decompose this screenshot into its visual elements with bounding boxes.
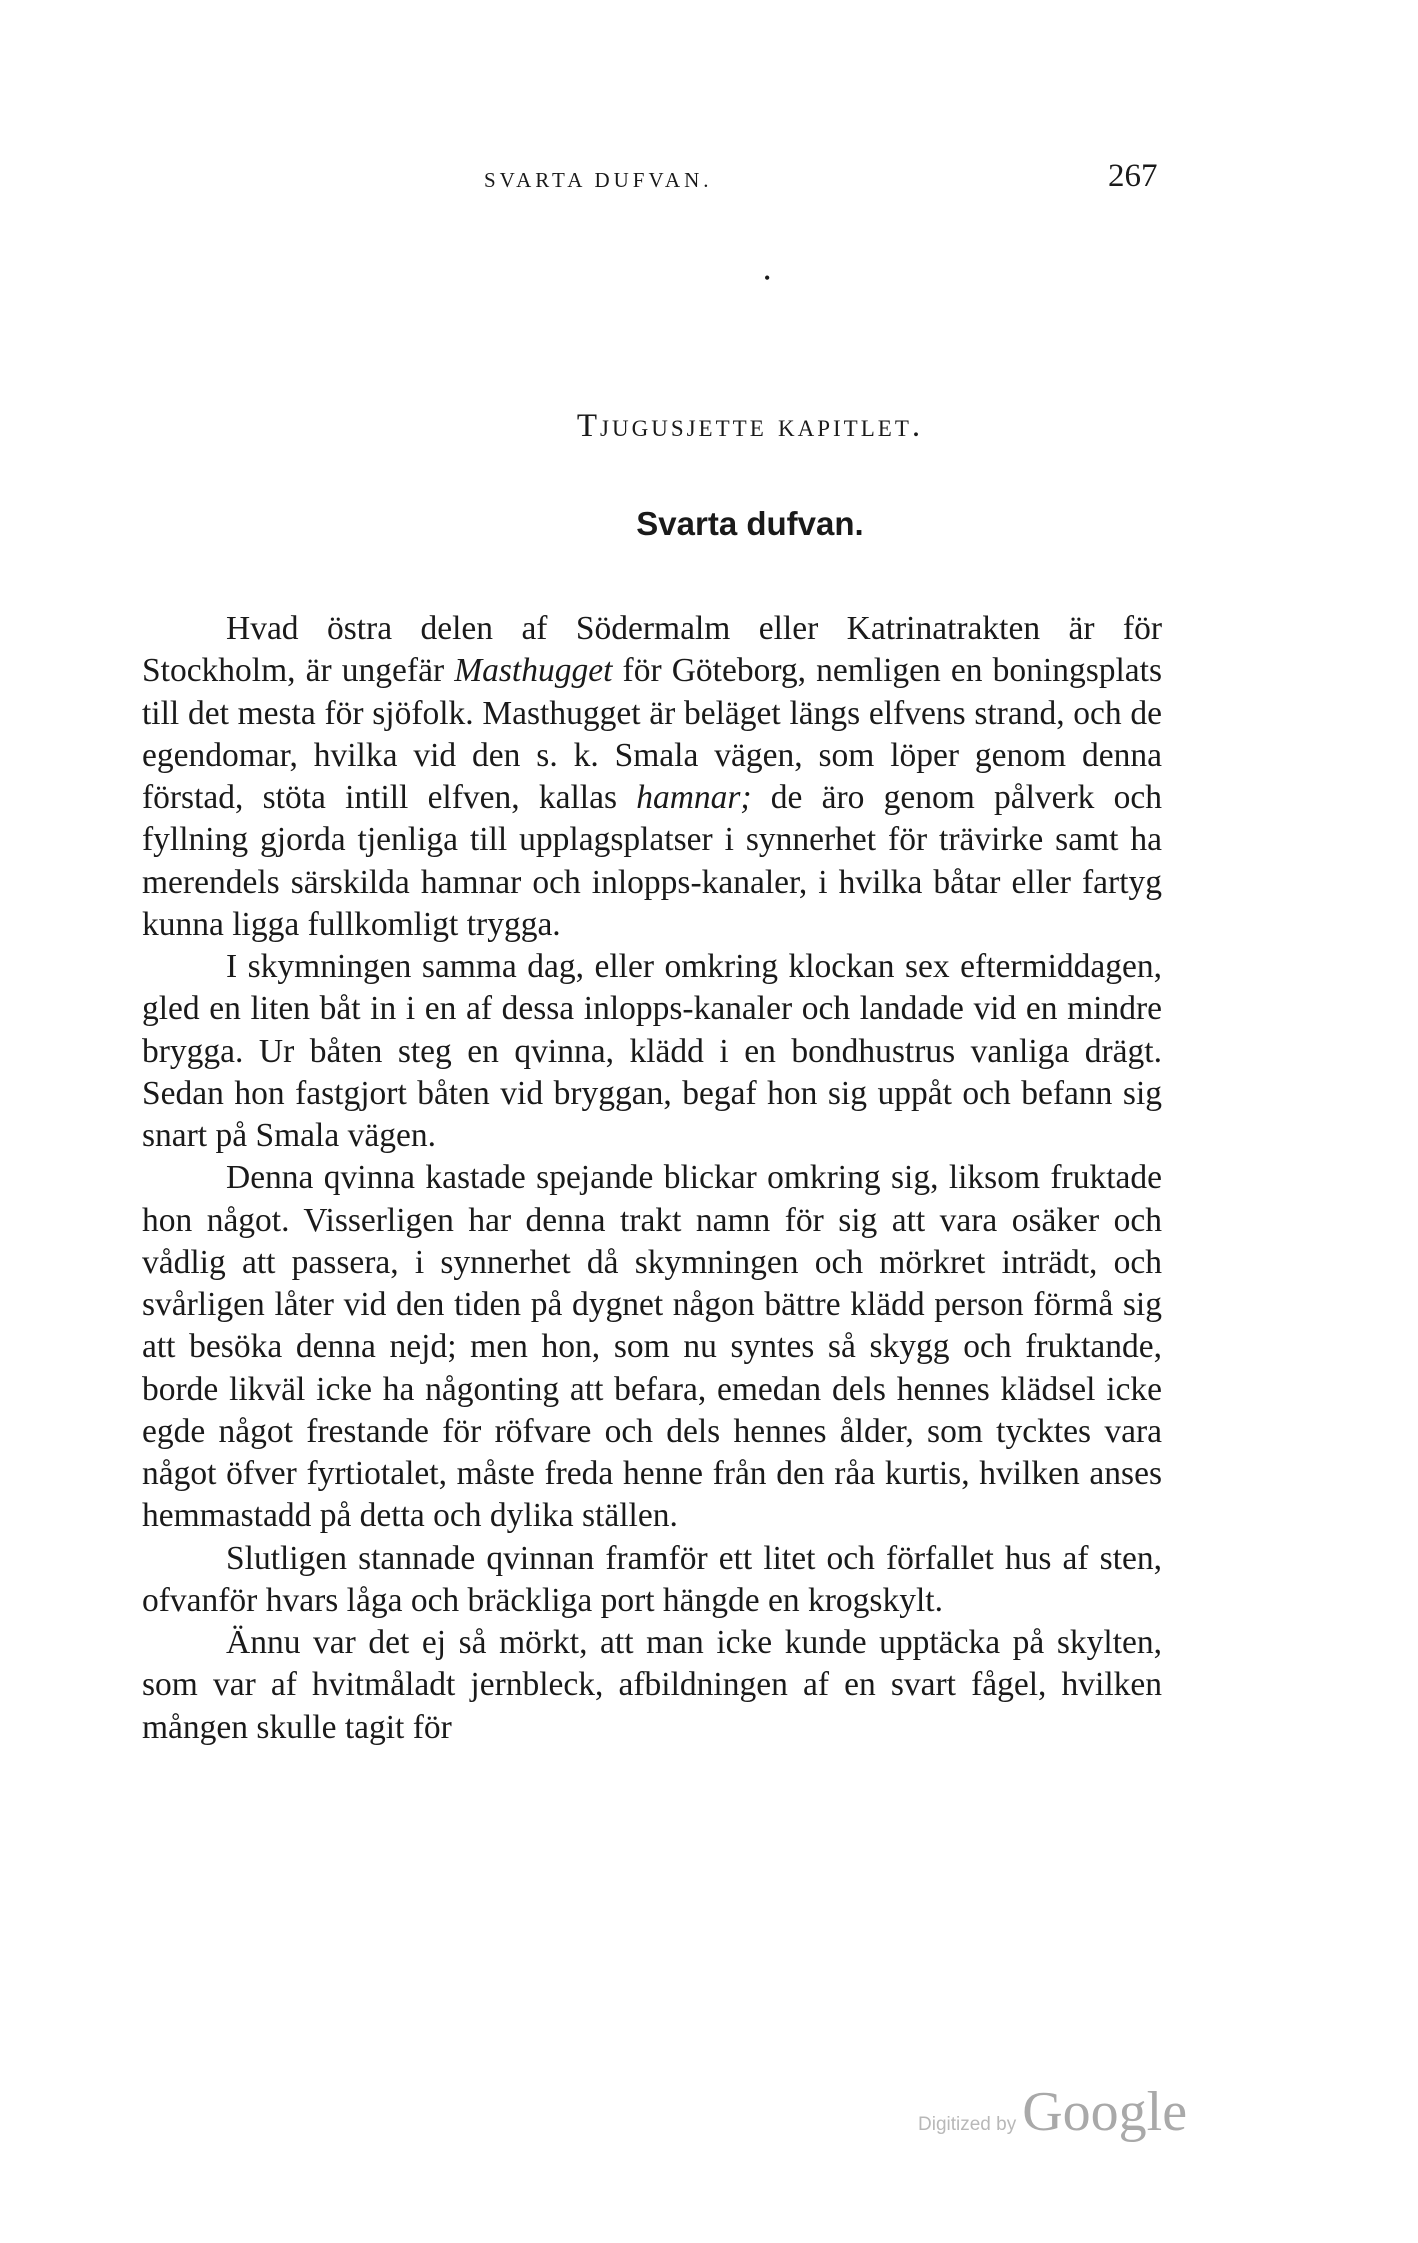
google-logo: Google — [1022, 2081, 1188, 2143]
chapter-heading — [0, 408, 1418, 445]
text-run: Slutligen stannade qvinnan framför ett litet och förfallet hus af sten, ofvanför hvars låga och bräckliga port hängde en krogskylt. — [142, 1539, 1162, 1619]
chapter-heading-text: Tjugusjette kapitlet. — [576, 408, 924, 444]
paragraph — [142, 1538, 1162, 1623]
chapter-title — [0, 505, 1418, 543]
text-run: de äro genom pålverk och fyllning gjorda tjenliga till upplagsplatser i synnerhet för trävirke samt ha merendels särskilda hamnar och inlopps-kanaler, i hvilka båtar eller fartyg kunna ligga fullkomligt trygga. — [142, 779, 1162, 943]
page-number: 267 — [1108, 158, 1158, 194]
paragraph — [142, 946, 1162, 1157]
paragraph — [142, 1622, 1162, 1749]
text-run: Ännu var det ej så mörkt, att man icke kunde upptäcka på skylten, som var af hvitmåladt jernbleck, afbildningen af en svart fågel, hvilken mången skulle tagit för — [142, 1624, 1162, 1746]
paragraph — [142, 608, 1162, 946]
ornament-mark: • — [764, 268, 771, 288]
digitized-by-watermark — [918, 2080, 1187, 2144]
paragraph — [142, 1157, 1162, 1537]
text-run: för Göteborg, nemligen en boningsplats till det mesta för sjöfolk. Masthugget är beläget längs elfvens strand, och de egendomar, hvilka vid den s. k. Smala vägen, som löper genom denna förstad, stöta intill elfven, kallas — [142, 652, 1163, 816]
chapter-title-text: Svarta dufvan. — [636, 505, 864, 542]
text-run: Hvad östra delen af Södermalm eller Katrinatrakten är för Stockholm, är ungefär — [142, 610, 1162, 690]
running-title: SVARTA DUFVAN. — [484, 168, 713, 192]
italic-text: Masthugget — [454, 652, 613, 690]
text-run: Denna qvinna kastade spejande blickar omkring sig, liksom fruktade hon något. Visserligen har denna trakt namn för sig att vara osäker och vådlig att passera, i synnerhet då skymningen och mörkret inträdt, och svårligen låter vid den tiden på dygnet någon bättre klädd person förmå sig att besöka denna nejd; men hon, som nu syntes så skygg och fruktande, borde likväl icke ha någonting att befara, emedan dels hennes klädsel icke egde något frestande för röfvare och dels hennes ålder, som tycktes vara något öfver fyrtiotalet, måste freda henne från den råa kurtis, hvilken anses hemmastadd på detta och dylika ställen. — [142, 1159, 1162, 1535]
italic-text: hamnar; — [636, 779, 752, 816]
watermark-prefix: Digitized by — [918, 2114, 1017, 2135]
text-run: I skymningen samma dag, eller omkring klockan sex eftermiddagen, gled en liten båt in i en af dessa inlopps-kanaler och landade vid en mindre brygga. Ur båten steg en qvinna, klädd i en bondhustrus vanliga drägt. Sedan hon fastgjort båten vid bryggan, begaf hon sig uppåt och befann sig snart på Smala vägen. — [142, 948, 1162, 1154]
body-text — [142, 608, 1162, 1749]
